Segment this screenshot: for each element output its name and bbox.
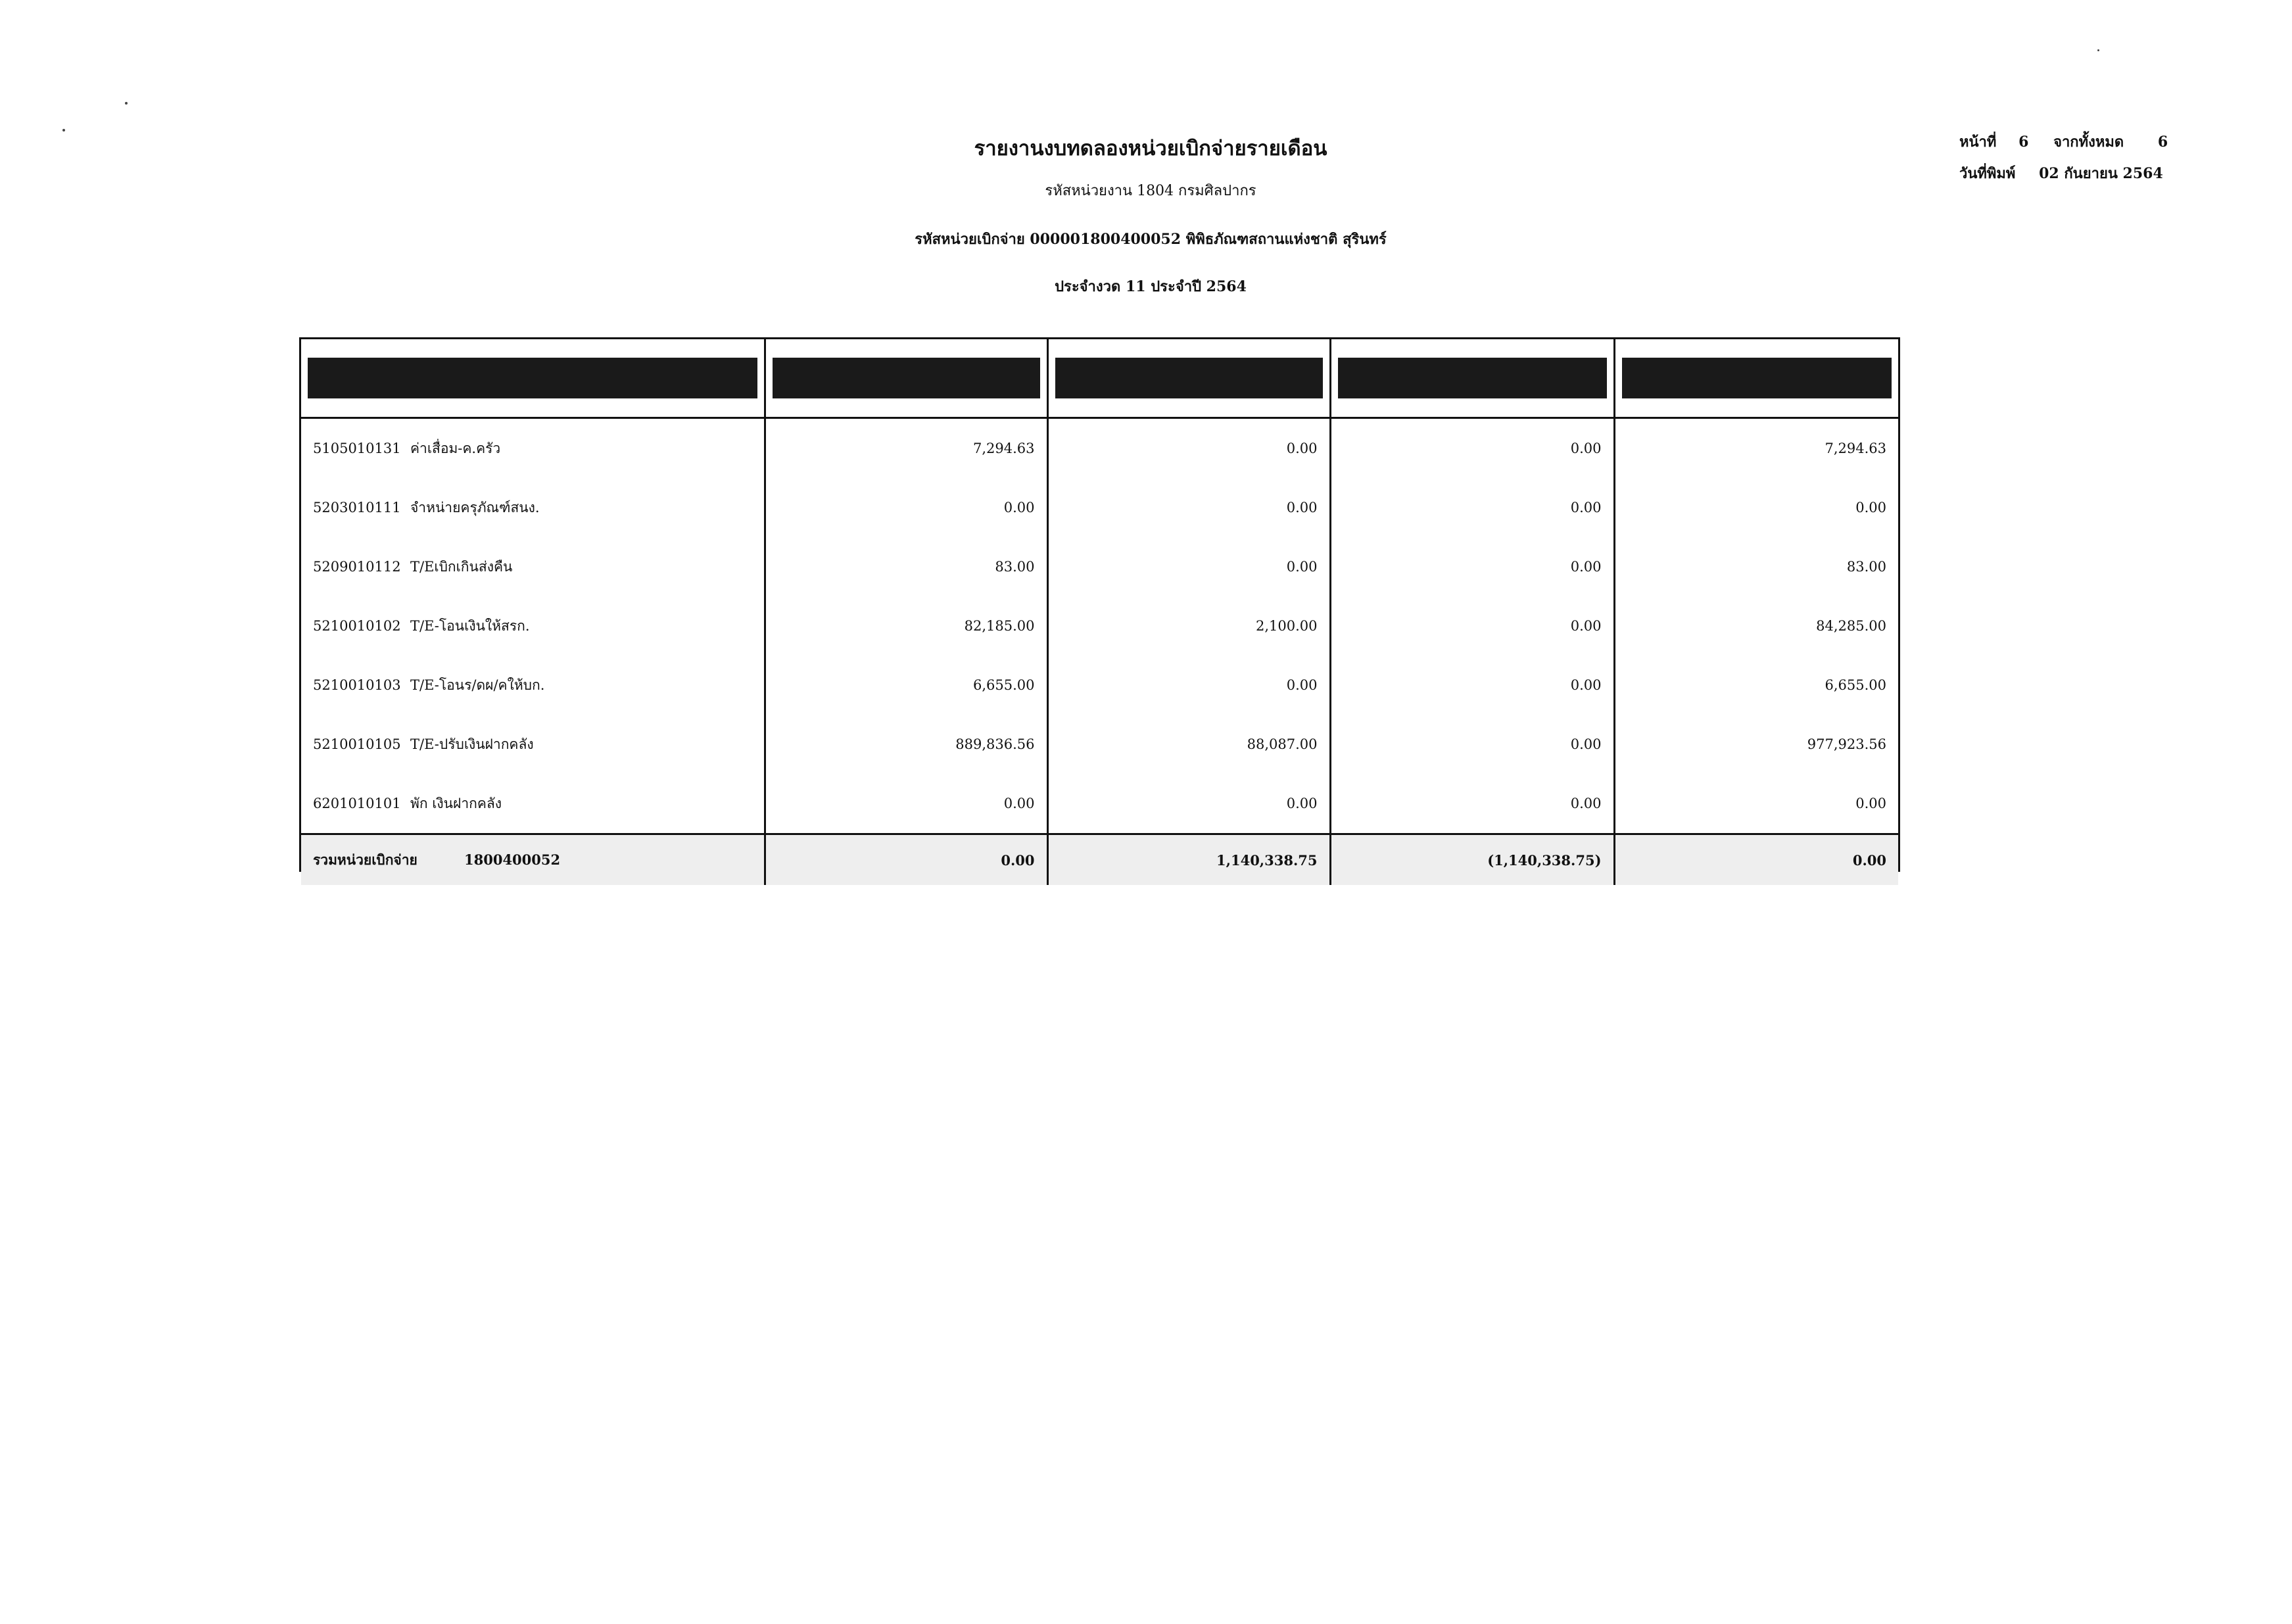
account-name: T/E-โอนร/ดผ/คให้บก. [410, 677, 545, 693]
account-cell [301, 418, 765, 479]
amount-cell: 0.00 [1330, 537, 1614, 596]
column-header [1047, 339, 1330, 418]
total-amount-cell: (1,140,338.75) [1330, 834, 1614, 886]
amount-cell: 83.00 [1614, 537, 1898, 596]
account-code: 5203010111 [313, 499, 401, 515]
amount-cell: 889,836.56 [765, 715, 1047, 774]
amount-cell: 7,294.63 [1614, 418, 1898, 479]
total-row [301, 834, 1898, 886]
account-code: 5105010131 [313, 440, 401, 456]
table-row [301, 418, 1898, 479]
amount-cell: 6,655.00 [1614, 656, 1898, 715]
amount-cell: 0.00 [1614, 478, 1898, 537]
page-number: 6 [2018, 133, 2029, 151]
amount-cell: 0.00 [765, 774, 1047, 834]
account-cell [301, 774, 765, 834]
amount-cell: 0.00 [765, 478, 1047, 537]
column-header-bar [773, 358, 1040, 398]
print-date-label: วันที่พิมพ์ [1959, 165, 2016, 182]
account-name: ค่าเสื่อม-ค.ครัว [410, 440, 501, 456]
total-label-cell [301, 834, 765, 886]
account-code: 5209010112 [313, 558, 401, 575]
amount-cell: 0.00 [1330, 418, 1614, 479]
table-header-row [301, 339, 1898, 418]
column-header [765, 339, 1047, 418]
account-name: T/E-ปรับเงินฝากคลัง [410, 736, 534, 752]
table-row [301, 774, 1898, 834]
column-header [1614, 339, 1898, 418]
agency-line: รหัสหน่วยงาน 1804 กรมศิลปากร [1045, 183, 1256, 199]
amount-cell: 0.00 [1330, 656, 1614, 715]
amount-cell: 2,100.00 [1047, 596, 1330, 656]
amount-cell: 0.00 [1330, 774, 1614, 834]
account-cell [301, 596, 765, 656]
amount-cell: 7,294.63 [765, 418, 1047, 479]
amount-cell: 0.00 [1614, 774, 1898, 834]
amount-cell: 84,285.00 [1614, 596, 1898, 656]
ledger-table [301, 339, 1898, 885]
account-code: 6201010101 [313, 795, 401, 811]
amount-cell: 83.00 [765, 537, 1047, 596]
account-name: พัก เงินฝากคลัง [410, 795, 502, 811]
print-date-info [1959, 162, 2163, 185]
page-info [1959, 130, 2168, 153]
amount-cell: 977,923.56 [1614, 715, 1898, 774]
account-cell [301, 478, 765, 537]
amount-cell: 88,087.00 [1047, 715, 1330, 774]
total-label: รวมหน่วยเบิกจ่าย [313, 851, 418, 868]
account-cell [301, 656, 765, 715]
scan-speck [62, 129, 65, 131]
disbursement-unit-line: รหัสหน่วยเบิกจ่าย 000001800400052 พิพิธภัณฑสถานแห่งชาติ สุรินทร์ [915, 231, 1387, 248]
amount-cell: 6,655.00 [765, 656, 1047, 715]
report-title: รายงานงบทดลองหน่วยเบิกจ่ายรายเดือน [974, 137, 1327, 160]
account-cell [301, 715, 765, 774]
total-pages: 6 [2157, 133, 2168, 151]
amount-cell: 0.00 [1047, 478, 1330, 537]
amount-cell: 0.00 [1330, 715, 1614, 774]
amount-cell: 0.00 [1330, 596, 1614, 656]
account-code: 5210010102 [313, 617, 401, 634]
print-date: 02 กันยายน 2564 [2039, 165, 2163, 182]
column-header-bar [1338, 358, 1607, 398]
column-header [1330, 339, 1614, 418]
total-amount-cell: 0.00 [765, 834, 1047, 886]
period-line: ประจำงวด 11 ประจำปี 2564 [1055, 278, 1247, 295]
account-code: 5210010105 [313, 736, 401, 752]
total-unit-code: 1800400052 [464, 851, 561, 868]
column-header-bar [1055, 358, 1323, 398]
account-code: 5210010103 [313, 677, 401, 693]
amount-cell: 0.00 [1047, 418, 1330, 479]
account-cell [301, 537, 765, 596]
table-row [301, 715, 1898, 774]
column-header-bar [308, 358, 757, 398]
of-label: จากทั้งหมด [2053, 133, 2124, 151]
table-row [301, 656, 1898, 715]
table-row [301, 596, 1898, 656]
amount-cell: 0.00 [1047, 774, 1330, 834]
table-row [301, 478, 1898, 537]
amount-cell: 0.00 [1330, 478, 1614, 537]
table-row [301, 537, 1898, 596]
total-amount-cell: 1,140,338.75 [1047, 834, 1330, 886]
scan-speck [125, 102, 128, 105]
trial-balance-table [299, 337, 1900, 872]
account-name: T/E-โอนเงินให้สรก. [410, 617, 530, 634]
scan-speck [2097, 49, 2099, 51]
column-header [301, 339, 765, 418]
account-name: T/Eเบิกเกินส่งคืน [410, 558, 513, 575]
amount-cell: 82,185.00 [765, 596, 1047, 656]
column-header-bar [1622, 358, 1892, 398]
page-label: หน้าที่ [1959, 133, 1997, 151]
total-amount-cell: 0.00 [1614, 834, 1898, 886]
account-name: จำหน่ายครุภัณฑ์สนง. [410, 499, 540, 515]
amount-cell: 0.00 [1047, 656, 1330, 715]
amount-cell: 0.00 [1047, 537, 1330, 596]
